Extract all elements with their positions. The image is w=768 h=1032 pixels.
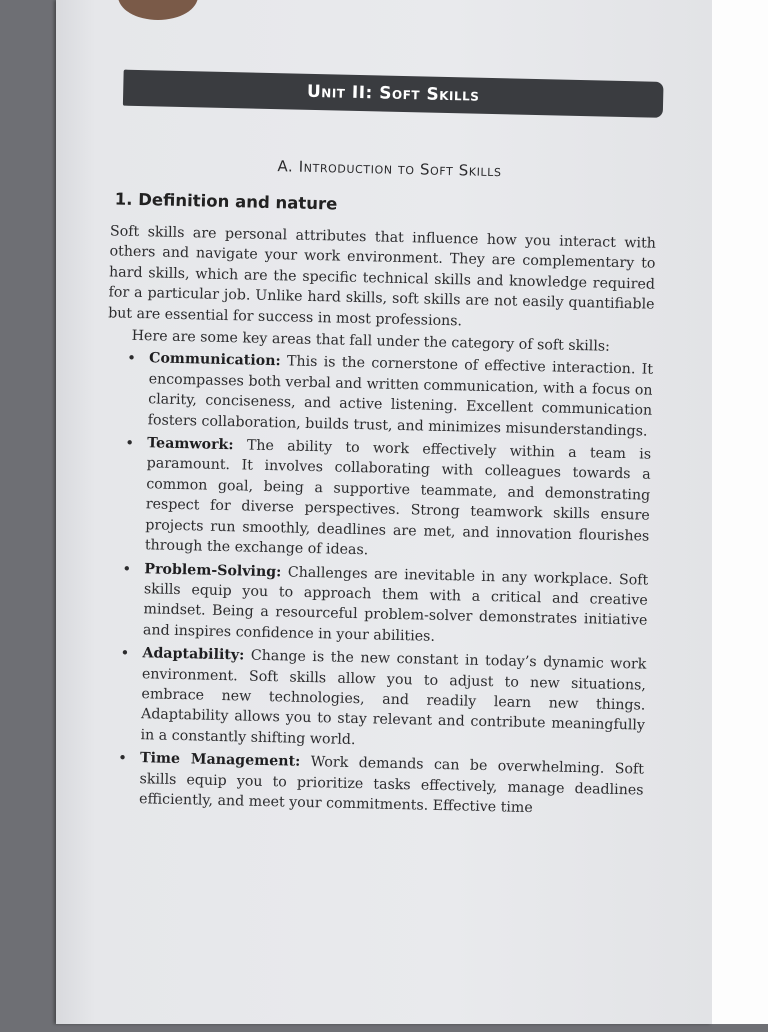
skill-description: The ability to work effectively within a team is paramount. It involves collaborating with colleagues towards a common goal, being a supportive teammate, and demonstrating respect for diverse perspectives. Strong teamwork skills ensure projects run smoothly, deadlines are met, and innovation flourishes through the exchange of ideas. — [144, 437, 652, 559]
bullet-icon: • — [126, 349, 137, 368]
skill-term: Adaptability: — [142, 645, 245, 664]
intro-paragraph: Soft skills are personal attributes that influence how you interact with others and navigate your work environment. They are complementary to hard skills, which are the specific technical skills and knowledge required for a particular job. Unlike hard skills, soft skills are not easily quantifiable but are essential for success in most professions. — [107, 223, 657, 329]
bullet-icon: • — [120, 643, 130, 663]
list-item-teamwork — [103, 432, 652, 567]
list-item-adaptability — [98, 642, 646, 756]
list-item-communication — [106, 348, 654, 442]
section-heading: A. Introduction to Soft Skills — [277, 157, 502, 181]
skills-list — [97, 348, 653, 821]
subsection-heading: 1. Definition and nature — [114, 189, 338, 214]
skill-term: Communication: — [148, 350, 281, 370]
body-text — [97, 221, 656, 824]
skill-term: Time Management: — [139, 750, 301, 770]
skill-description: This is the cornerstone of effective interaction. It encompasses both verbal and written communication, with a focus on clarity, conciseness, and active listening. Excellent communication fosters collaboration, builds trust, and minimizes misunderstandings. — [147, 353, 654, 440]
skill-term: Problem-Solving: — [144, 560, 282, 580]
lead-in-paragraph: Here are some key areas that fall under the category of soft skills: — [131, 327, 611, 355]
skill-description: Challenges are inevitable in any workplace. Soft skills equip you to approach them with a critical and creative mindset. Being a resourceful problem-solver demonstrates initiative and inspires confidence in your abilities. — [142, 563, 649, 645]
unit-title-banner: Unit II: Soft Skills — [123, 70, 664, 118]
skill-term: Teamwork: — [147, 435, 234, 454]
list-item-time-management — [97, 747, 644, 821]
skill-description: Change is the new constant in today’s dynamic work environment. Soft skills allow you to adjust to new situations, embrace new technologies, and readily learn new things. Adaptability allows you to stay relevant and contribute meaningfully in a constantly shifting world. — [140, 647, 647, 748]
bullet-icon: • — [117, 748, 128, 768]
list-item-problem-solving — [101, 558, 649, 652]
bullet-icon: • — [122, 559, 132, 578]
bullet-icon: • — [125, 433, 135, 453]
skill-description: Work demands can be overwhelming. Soft skills equip you to prioritize tasks effectively, manage deadlines efficiently, and meet your commitments. Effective time — [138, 753, 645, 817]
